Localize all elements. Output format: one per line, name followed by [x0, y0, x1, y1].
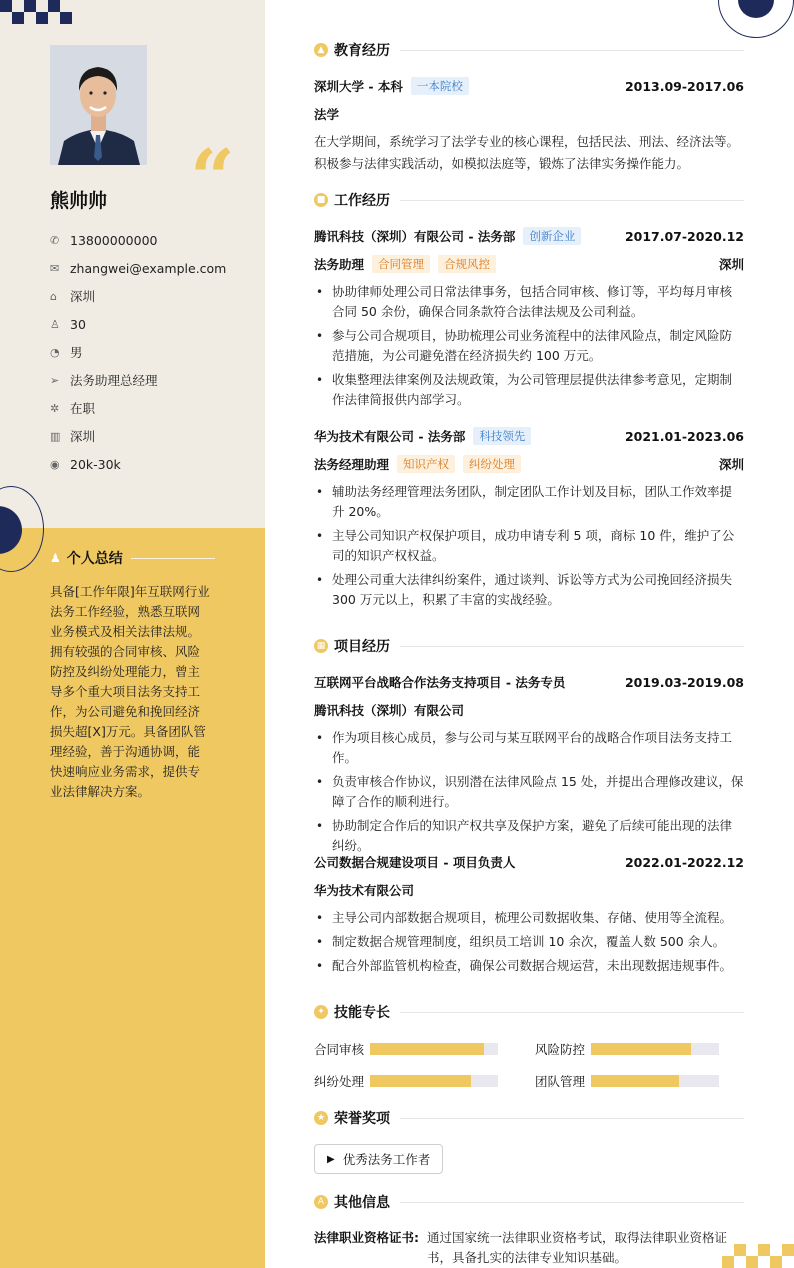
contact-info-value: 深圳 [70, 429, 96, 444]
work-city: 深圳 [718, 257, 744, 272]
project-name: 互联网平台战略合作法务支持项目 - 法务专员 [314, 675, 566, 690]
list-item: • 协助制定合作后的知识产权共享及保护方案，避免了后续可能出现的法律纠纷。 [314, 816, 744, 856]
award-name: 优秀法务工作者 [342, 1152, 431, 1167]
project-company-row [314, 880, 744, 900]
role: 法务助理 [314, 257, 365, 272]
quote-mark-icon: “ [190, 133, 235, 224]
major-row [314, 104, 744, 124]
skill-name: 团队管理 [535, 1074, 586, 1089]
phone-icon: ✆ [50, 233, 60, 247]
building-icon: ▥ [50, 429, 61, 443]
skill-bar-fill [370, 1075, 471, 1087]
company-tag: 创新企业 [523, 227, 581, 245]
divider [400, 1012, 744, 1013]
user-icon: ♟ [50, 551, 61, 565]
contact-info-row [50, 282, 226, 310]
thumbs-up-icon: ✦ [314, 1005, 328, 1019]
summary-header [50, 548, 215, 568]
other-title: 其他信息 [334, 1195, 390, 1211]
work-bullets [314, 482, 744, 614]
sidebar [0, 0, 265, 1268]
project-name: 公司数据合规建设项目 - 项目负责人 [314, 855, 516, 870]
work-title: 工作经历 [334, 193, 390, 209]
skill-tag: 合同管理 [372, 255, 430, 273]
divider [131, 558, 215, 559]
contact-info-value: 30 [70, 316, 86, 332]
work-bullets [314, 282, 744, 414]
skill-bar [591, 1075, 719, 1087]
project-bullets [314, 728, 744, 860]
summary-title: 个人总结 [66, 551, 123, 567]
trophy-icon: ★ [314, 1111, 328, 1125]
skill-name: 风险防控 [535, 1042, 586, 1057]
work-date: 2021.01-2023.06 [624, 428, 744, 444]
project-row [314, 852, 744, 872]
project-company-row [314, 700, 744, 720]
contact-info-value: 13800000000 [70, 232, 158, 248]
send-icon: ➢ [50, 373, 60, 387]
honors-header [314, 1108, 744, 1128]
role-row [314, 254, 744, 274]
salary-icon: ◉ [50, 457, 60, 471]
project-date: 2019.03-2019.08 [624, 674, 744, 690]
skill-item [314, 1072, 498, 1090]
briefcase-icon: ■ [314, 193, 328, 207]
other-header [314, 1192, 744, 1212]
skill-item [314, 1040, 498, 1058]
school-tag: 一本院校 [411, 77, 469, 95]
skill-bar-fill [591, 1043, 691, 1055]
skill-tag: 合规风控 [438, 255, 496, 273]
project-bullets [314, 908, 744, 980]
skill-bar-fill [370, 1043, 484, 1055]
info-icon: A [314, 1195, 328, 1209]
avatar [50, 45, 147, 165]
divider [400, 646, 744, 647]
work-date: 2017.07-2020.12 [624, 228, 744, 244]
list-item: • 参与公司合规项目，协助梳理公司业务流程中的法律风险点，制定风险防范措施，为公司避免潜在经济损失约 100 万元。 [314, 326, 744, 366]
divider [400, 1202, 744, 1203]
honors-title: 荣誉奖项 [334, 1111, 390, 1127]
list-item: • 收集整理法律案例及法规政策，为公司管理层提供法律参考意见，定期制作法律简报供内部学习。 [314, 370, 744, 410]
other-info [314, 1228, 744, 1268]
avatar-photo-icon [50, 45, 147, 165]
other-key: 法律职业资格证书: [314, 1230, 419, 1245]
age-icon: ♙ [50, 317, 60, 331]
contact-info-row [50, 226, 226, 254]
contact-info-row [50, 450, 226, 478]
award-item [314, 1144, 443, 1174]
grid-icon: ▦ [314, 639, 328, 653]
contact-info-value: 法务助理总经理 [70, 373, 158, 388]
company-name: 华为技术有限公司 - 法务部 [314, 429, 466, 444]
projects-title: 项目经历 [334, 639, 390, 655]
list-item: • 制定数据合规管理制度，组织员工培训 10 余次，覆盖人数 500 余人。 [314, 932, 744, 952]
list-item: • 负责审核合作协议，识别潜在法律风险点 15 处，并提出合理修改建议，保障了合作的顺利进行。 [314, 772, 744, 812]
major: 法学 [314, 107, 340, 122]
education-title: 教育经历 [334, 43, 390, 59]
company-name: 腾讯科技（深圳）有限公司 - 法务部 [314, 229, 516, 244]
project-company: 腾讯科技（深圳）有限公司 [314, 703, 465, 718]
contact-info-row [50, 338, 226, 366]
contact-info-value: 男 [70, 345, 83, 360]
divider [400, 200, 744, 201]
divider [400, 50, 744, 51]
projects-header [314, 636, 744, 656]
skill-bar [591, 1043, 719, 1055]
list-item: • 配合外部监管机构检查，确保公司数据合规运营，未出现数据违规事件。 [314, 956, 744, 976]
education-description: 在大学期间，系统学习了法学专业的核心课程，包括民法、刑法、经济法等。积极参与法律实践活动，如模拟法庭等，锻炼了法律实务操作能力。 [314, 134, 740, 171]
skill-item [535, 1040, 719, 1058]
role: 法务经理助理 [314, 457, 390, 472]
skills-header [314, 1002, 744, 1022]
education-date: 2013.09-2017.06 [624, 78, 744, 94]
project-row [314, 672, 744, 692]
work-row [314, 226, 744, 246]
other-value: 通过国家统一法律职业资格考试，取得法律职业资格证书，具备扎实的法律专业知识基础。 [427, 1230, 728, 1265]
play-icon: ▶ [327, 1153, 335, 1165]
profile-name: 熊帅帅 [50, 190, 108, 212]
contact-info-value: 深圳 [70, 289, 96, 304]
contact-info-row [50, 422, 226, 450]
skill-bar [370, 1075, 498, 1087]
contact-info-value: 在职 [70, 401, 96, 416]
list-item: • 作为项目核心成员，参与公司与某互联网平台的战略合作项目法务支持工作。 [314, 728, 744, 768]
role-row [314, 454, 744, 474]
contact-info-value: 20k-30k [70, 456, 121, 472]
skill-bar-fill [591, 1075, 679, 1087]
project-date: 2022.01-2022.12 [624, 854, 744, 870]
work-row [314, 426, 744, 446]
home-icon: ⌂ [50, 289, 57, 303]
contact-info-row [50, 394, 226, 422]
school-name: 深圳大学 - 本科 [314, 79, 403, 94]
company-tag: 科技领先 [473, 427, 531, 445]
list-item: • 主导公司知识产权保护项目，成功申请专利 5 项，商标 10 件，维护了公司的知识产权权益。 [314, 526, 744, 566]
summary-text: 具备[工作年限]年互联网行业法务工作经验，熟悉互联网业务模式及相关法律法规。拥有较强的合同审核、风险防控及纠纷处理能力，曾主导多个重大项目法务支持工作，为公司避免和挽回经济损失超[X]万元。具备团队管理经验，善于沟通协调，能快速响应业务需求，提供专业法律解决方案。 [50, 584, 210, 799]
skill-bar [370, 1043, 498, 1055]
mail-icon: ✉ [50, 261, 60, 275]
skills-title: 技能专长 [334, 1005, 390, 1021]
work-city: 深圳 [718, 457, 744, 472]
contact-info-row [50, 310, 226, 338]
education-row [314, 76, 744, 96]
status-icon: ✲ [50, 401, 60, 415]
divider [400, 1118, 744, 1119]
contact-info-row [50, 366, 226, 394]
project-company: 华为技术有限公司 [314, 883, 415, 898]
skill-name: 纠纷处理 [314, 1074, 365, 1089]
contact-info-list [50, 226, 226, 478]
work-header [314, 190, 744, 210]
list-item: • 协助律师处理公司日常法律事务，包括合同审核、修订等，平均每月审核合同 50 余份，确保合同条款符合法律法规及公司利益。 [314, 282, 744, 322]
checker-decoration [722, 1244, 794, 1268]
list-item: • 处理公司重大法律纠纷案件，通过谈判、诉讼等方式为公司挽回经济损失 300 万元以上，积累了丰富的实战经验。 [314, 570, 744, 610]
list-item: • 辅助法务经理管理法务团队，制定团队工作计划及目标，团队工作效率提升 20%。 [314, 482, 744, 522]
contact-info-row [50, 254, 226, 282]
skill-item [535, 1072, 719, 1090]
skill-name: 合同审核 [314, 1042, 365, 1057]
skill-tag: 知识产权 [397, 455, 455, 473]
list-item: • 主导公司内部数据合规项目，梳理公司数据收集、存储、使用等全流程。 [314, 908, 744, 928]
skill-tag: 纠纷处理 [463, 455, 521, 473]
graduation-cap-icon: ▲ [314, 43, 328, 57]
contact-info-value: zhangwei@example.com [70, 260, 227, 276]
checker-decoration [0, 0, 80, 26]
gender-icon: ◔ [50, 345, 60, 359]
education-header [314, 40, 744, 60]
